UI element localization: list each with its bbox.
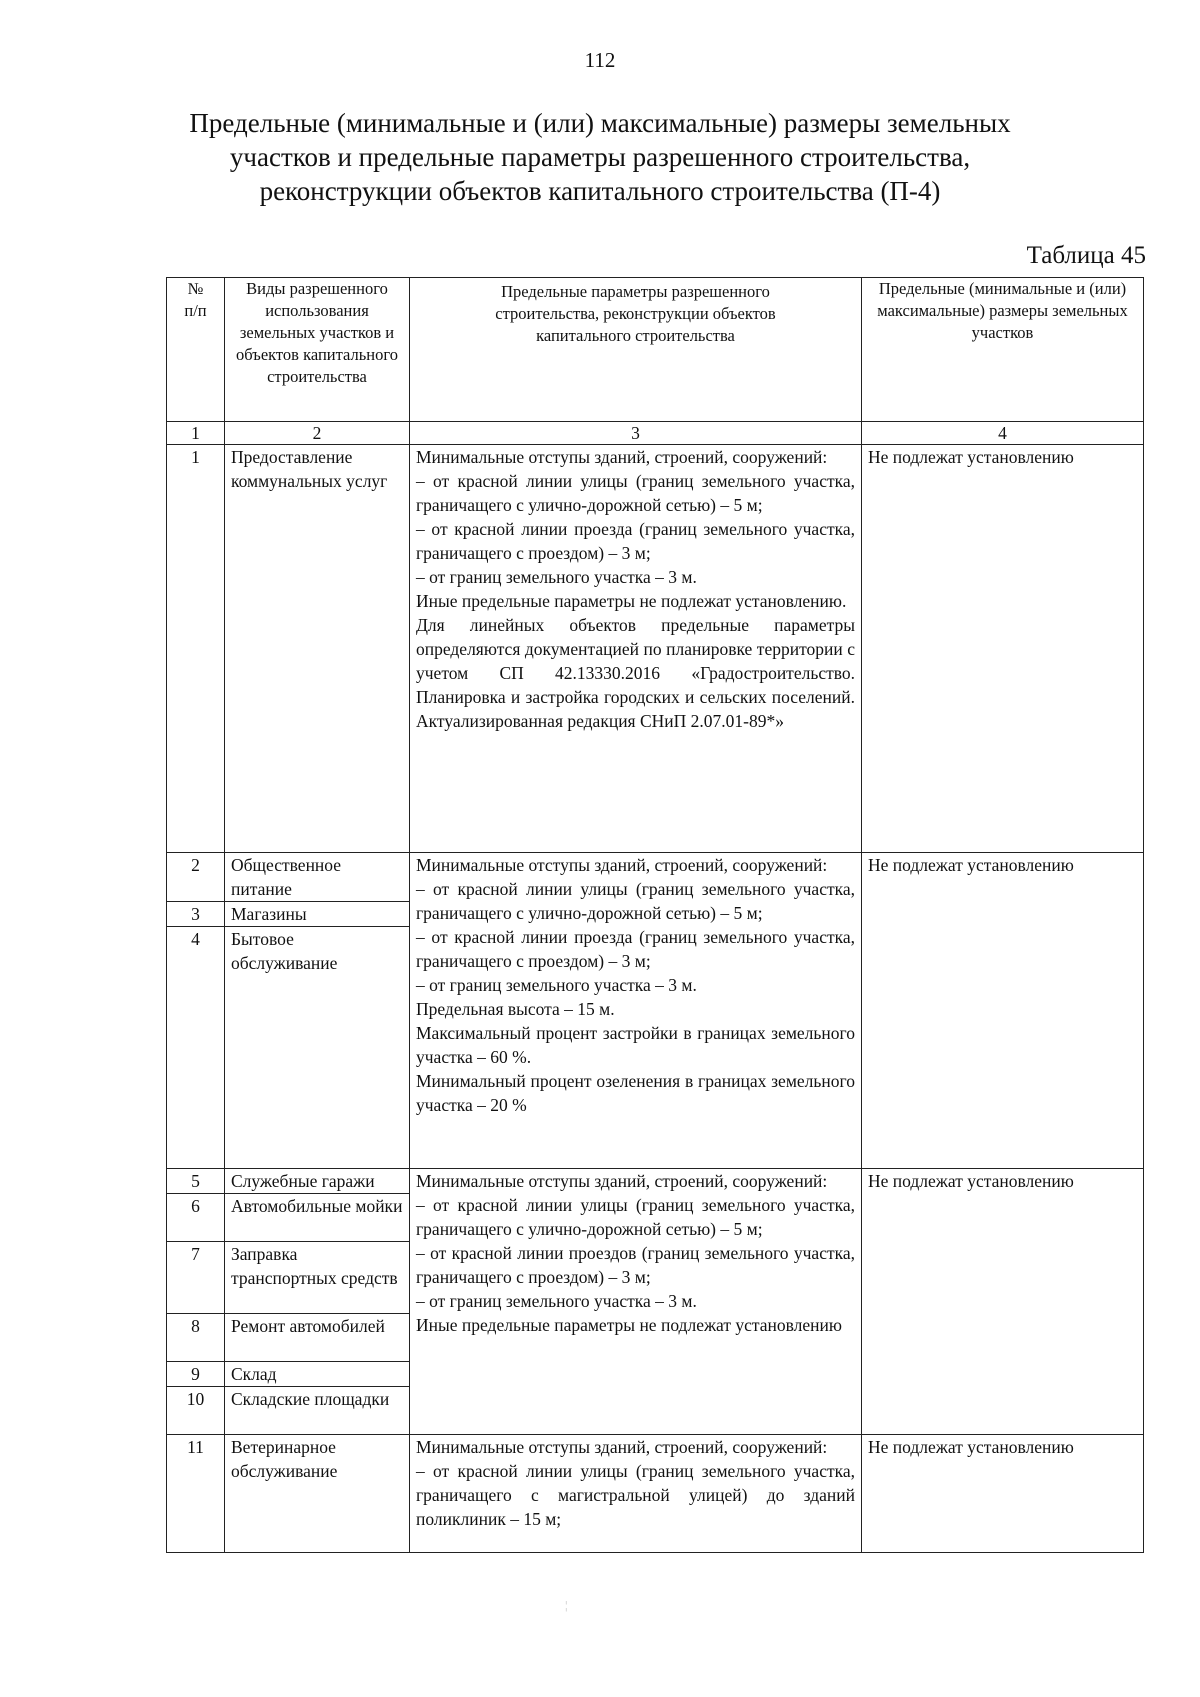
- title-line-3: реконструкции объектов капитального строительства (П-4): [259, 176, 941, 206]
- parameter-paragraph: Минимальные отступы зданий, строений, сооружений:: [416, 855, 828, 875]
- parameter-paragraph: Иные предельные параметры не подлежат установлению.: [416, 591, 847, 611]
- column-number: 4: [862, 422, 1144, 445]
- table-body: [167, 278, 1144, 1553]
- header-row: [167, 278, 1144, 422]
- table-row: [167, 1435, 1144, 1553]
- parameter-paragraph: Минимальные отступы зданий, строений, сооружений:: [416, 1437, 828, 1457]
- parameter-paragraph: Минимальный процент озеленения в границах земельного участка – 20 %: [416, 1071, 855, 1115]
- parameter-paragraph: – от красной линии проезда (границ земельного участка, граничащего с проездом) – 3 м;: [416, 519, 855, 563]
- column-number: 2: [225, 422, 410, 445]
- column-number-row: [167, 422, 1144, 445]
- scan-mark: ¦: [565, 1598, 568, 1612]
- build-parameters: [410, 853, 862, 1169]
- parameter-paragraph: Для линейных объектов предельные параметры определяются документацией по планировке территории с учетом СП 42.13330.2016 «Градостроительство. Планировка и застройка городских и сельских поселений. Актуализированная редакция СНиП 2.07.01-89*»: [416, 615, 855, 731]
- row-number: 3: [167, 902, 225, 927]
- use-type-name: Бытовое обслуживание: [225, 927, 410, 1169]
- row-number: 6: [167, 1194, 225, 1242]
- build-parameters: [410, 1169, 862, 1435]
- use-type-name: Склад: [225, 1362, 410, 1387]
- build-parameters: [410, 445, 862, 853]
- column-number: 3: [410, 422, 862, 445]
- use-type-name: Автомобильные мойки: [225, 1194, 410, 1242]
- plot-size-limits: Не подлежат установлению: [862, 1435, 1144, 1553]
- table-row: [167, 445, 1144, 853]
- parameter-paragraph: – от красной линии проезда (границ земельного участка, граничащего с проездом) – 3 м;: [416, 927, 855, 971]
- parameter-paragraph: – от границ земельного участка – 3 м.: [416, 567, 697, 587]
- plot-size-limits: Не подлежат установлению: [862, 853, 1144, 1169]
- title-line-1: Предельные (минимальные и (или) максимальные) размеры земельных: [189, 108, 1011, 138]
- parameter-paragraph: Максимальный процент застройки в границах земельного участка – 60 %.: [416, 1023, 855, 1067]
- regulations-table: [166, 277, 1144, 1553]
- parameter-paragraph: – от красной линии улицы (границ земельного участка, граничащего с улично-дорожной сетью) – 5 м;: [416, 1195, 855, 1239]
- column-number: 1: [167, 422, 225, 445]
- document-title: [150, 106, 1050, 208]
- row-number: 1: [167, 445, 225, 853]
- row-number: 9: [167, 1362, 225, 1387]
- use-type-name: Предоставление коммунальных услуг: [225, 445, 410, 853]
- row-number: 7: [167, 1242, 225, 1314]
- row-number: 8: [167, 1314, 225, 1362]
- use-type-name: Служебные гаражи: [225, 1169, 410, 1194]
- row-number: 11: [167, 1435, 225, 1553]
- parameter-paragraph: – от границ земельного участка – 3 м.: [416, 1291, 697, 1311]
- row-number: 2: [167, 853, 225, 902]
- parameter-paragraph: – от красной линии улицы (границ земельного участка, граничащего с улично-дорожной сетью) – 5 м;: [416, 471, 855, 515]
- use-type-name: Магазины: [225, 902, 410, 927]
- build-parameters: [410, 1435, 862, 1553]
- header-build-params: Предельные параметры разрешенного строительства, реконструкции объектов капитального строительства: [410, 278, 862, 422]
- plot-size-limits: Не подлежат установлению: [862, 1169, 1144, 1435]
- plot-size-limits: Не подлежат установлению: [862, 445, 1144, 853]
- parameter-paragraph: Предельная высота – 15 м.: [416, 999, 615, 1019]
- parameter-paragraph: – от красной линии улицы (границ земельного участка, граничащего с улично-дорожной сетью) – 5 м;: [416, 879, 855, 923]
- header-number: № п/п: [167, 278, 225, 422]
- table-row: [167, 1169, 1144, 1194]
- header-plot-size: Предельные (минимальные и (или) максимальные) размеры земельных участков: [862, 278, 1144, 422]
- use-type-name: Ветеринарное обслуживание: [225, 1435, 410, 1553]
- parameter-paragraph: Минимальные отступы зданий, строений, сооружений:: [416, 447, 828, 467]
- use-type-name: Ремонт автомобилей: [225, 1314, 410, 1362]
- parameter-paragraph: – от красной линии проездов (границ земельного участка, граничащего с проездом) – 3 м;: [416, 1243, 855, 1287]
- parameter-paragraph: – от красной линии улицы (границ земельного участка, граничащего с магистральной улицей) до зданий поликлиник – 15 м;: [416, 1461, 855, 1529]
- parameter-paragraph: – от границ земельного участка – 3 м.: [416, 975, 697, 995]
- row-number: 10: [167, 1387, 225, 1435]
- use-type-name: Складские площадки: [225, 1387, 410, 1435]
- table-caption: Таблица 45: [1026, 242, 1146, 269]
- use-type-name: Общественное питание: [225, 853, 410, 902]
- use-type-name: Заправка транспортных средств: [225, 1242, 410, 1314]
- row-number: 5: [167, 1169, 225, 1194]
- title-line-2: участков и предельные параметры разрешенного строительства,: [229, 142, 971, 172]
- header-use-type: Виды разрешенного использования земельных участков и объектов капитального строительства: [225, 278, 410, 422]
- row-number: 4: [167, 927, 225, 1169]
- parameter-paragraph: Минимальные отступы зданий, строений, сооружений:: [416, 1171, 828, 1191]
- page-number: 112: [584, 48, 616, 72]
- parameter-paragraph: Иные предельные параметры не подлежат установлению: [416, 1315, 842, 1335]
- table-row: [167, 853, 1144, 902]
